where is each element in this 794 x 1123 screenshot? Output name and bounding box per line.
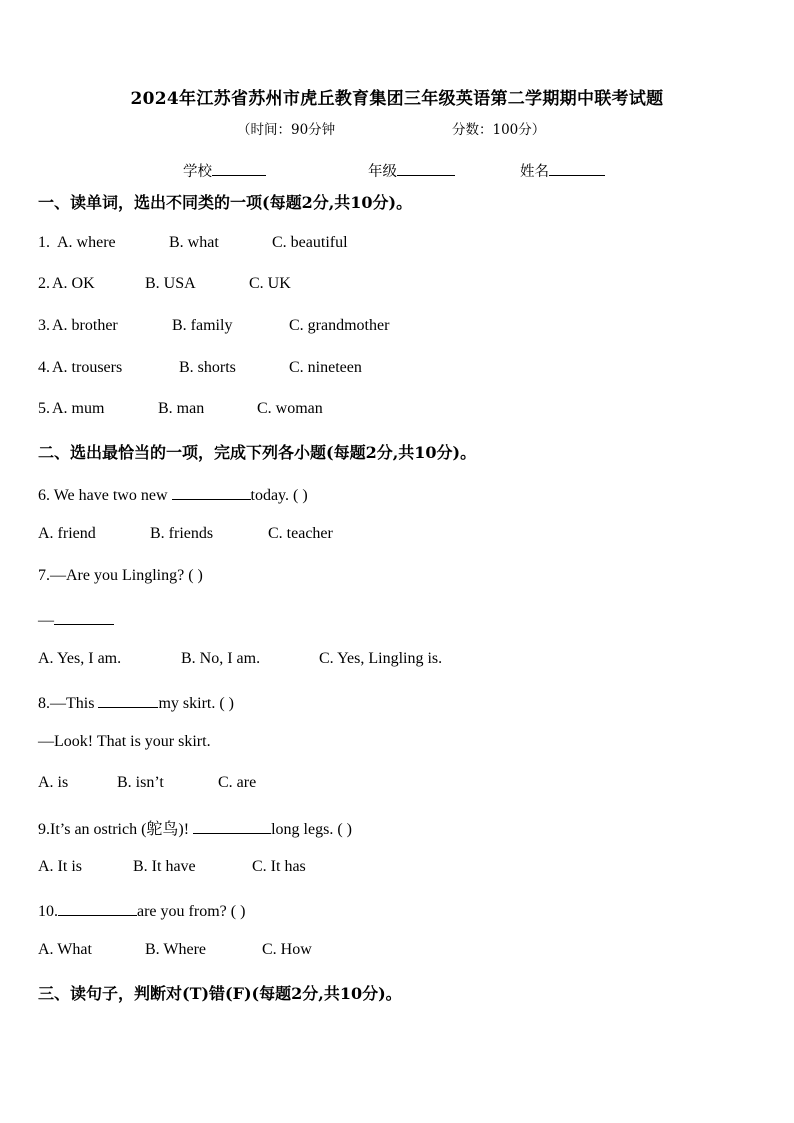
q10-option-c: C. How <box>262 941 312 958</box>
q5-number: 5. <box>38 400 50 417</box>
q1-option-a: A. where <box>57 234 116 251</box>
q9-option-a: A. It is <box>38 858 82 875</box>
q7-option-b: B. No, I am. <box>181 650 261 667</box>
q9-stem-end: long legs. ( ) <box>271 821 352 838</box>
q9-blank <box>193 817 271 834</box>
q10-blank <box>58 899 137 916</box>
q5-option-a: A. mum <box>52 400 105 417</box>
question-2 <box>38 275 738 297</box>
question-3 <box>38 317 738 339</box>
q9-options <box>38 858 738 880</box>
q7-options <box>38 650 738 672</box>
q3-option-a: A. brother <box>52 317 118 334</box>
q10-option-b: B. Where <box>145 941 207 958</box>
page-title: 2024年江苏省苏州市虎丘教育集团三年级英语第二学期期中联考试题 <box>130 89 664 109</box>
section-3-title: 三、读句子，判断对(T)错(F)(每题2分,共10分)。 <box>38 984 402 1003</box>
q2-option-c: C. UK <box>249 275 291 292</box>
q6-stem-end: today. ( ) <box>250 487 308 504</box>
q9-option-c: C. It has <box>252 858 306 875</box>
q8-option-a: A. is <box>38 774 69 791</box>
q5-option-c: C. woman <box>257 400 323 417</box>
q8-option-b: B. isn’t <box>117 774 164 791</box>
school-field <box>183 160 266 181</box>
q10-option-a: A. What <box>38 941 92 958</box>
school-label: 学校 <box>183 164 212 180</box>
q8-options <box>38 774 738 796</box>
section-2-title: 二、选出最恰当的一项，完成下列各小题(每题2分,共10分)。 <box>38 443 477 462</box>
q3-option-c: C. grandmother <box>289 317 390 334</box>
exam-score: 分数：100分） <box>452 122 546 138</box>
q8-stem-start: 8.—This <box>38 695 99 712</box>
q2-number: 2. <box>38 275 50 292</box>
q8-stem <box>38 691 234 713</box>
exam-time: （时间：90分钟 <box>237 122 336 138</box>
grade-blank <box>397 161 455 176</box>
q1-number: 1. <box>38 234 50 251</box>
q6-option-a: A. friend <box>38 525 96 542</box>
q3-option-b: B. family <box>172 317 233 334</box>
q6-stem <box>38 483 308 505</box>
question-5 <box>38 400 738 422</box>
name-blank <box>549 161 605 176</box>
q6-option-b: B. friends <box>150 525 214 542</box>
section-1-title: 一、读单词，选出不同类的一项(每题2分,共10分)。 <box>38 193 413 212</box>
q10-stem-end: are you from? ( ) <box>137 903 246 920</box>
q1-option-b: B. what <box>169 234 219 251</box>
q7-option-a: A. Yes, I am. <box>38 650 122 667</box>
name-label: 姓名 <box>520 164 549 180</box>
school-blank <box>212 161 266 176</box>
q7-stem: 7.—Are you Lingling? ( ) <box>38 567 203 584</box>
q6-option-c: C. teacher <box>268 525 333 542</box>
q6-options <box>38 525 738 547</box>
q4-option-b: B. shorts <box>179 359 236 376</box>
grade-label: 年级 <box>368 164 397 180</box>
q8-reply: —Look! That is your skirt. <box>38 733 211 750</box>
q10-options <box>38 941 738 963</box>
q2-option-b: B. USA <box>145 275 196 292</box>
q3-number: 3. <box>38 317 50 334</box>
q4-option-a: A. trousers <box>52 359 123 376</box>
name-field <box>520 160 605 181</box>
question-1 <box>38 234 738 256</box>
q8-option-c: C. are <box>218 774 257 791</box>
q10-stem-start: 10. <box>38 903 58 920</box>
q7-blank <box>54 608 114 625</box>
q7-reply <box>38 608 114 630</box>
q1-option-c: C. beautiful <box>272 234 348 251</box>
q9-option-b: B. It have <box>133 858 196 875</box>
q10-stem <box>38 899 245 921</box>
q8-blank <box>98 691 158 708</box>
q6-stem-start: 6. We have two new <box>38 487 172 504</box>
q8-stem-end: my skirt. ( ) <box>158 695 234 712</box>
q4-option-c: C. nineteen <box>289 359 362 376</box>
grade-field <box>368 160 455 181</box>
q9-stem <box>38 816 352 839</box>
q4-number: 4. <box>38 359 50 376</box>
q9-stem-start: 9.It’s an ostrich (鸵鸟)! <box>38 821 194 838</box>
q2-option-a: A. OK <box>52 275 95 292</box>
q6-blank <box>172 483 251 500</box>
q5-option-b: B. man <box>158 400 205 417</box>
q7-option-c: C. Yes, Lingling is. <box>319 650 443 667</box>
question-4 <box>38 359 738 381</box>
q7-reply-dash: — <box>38 612 54 629</box>
